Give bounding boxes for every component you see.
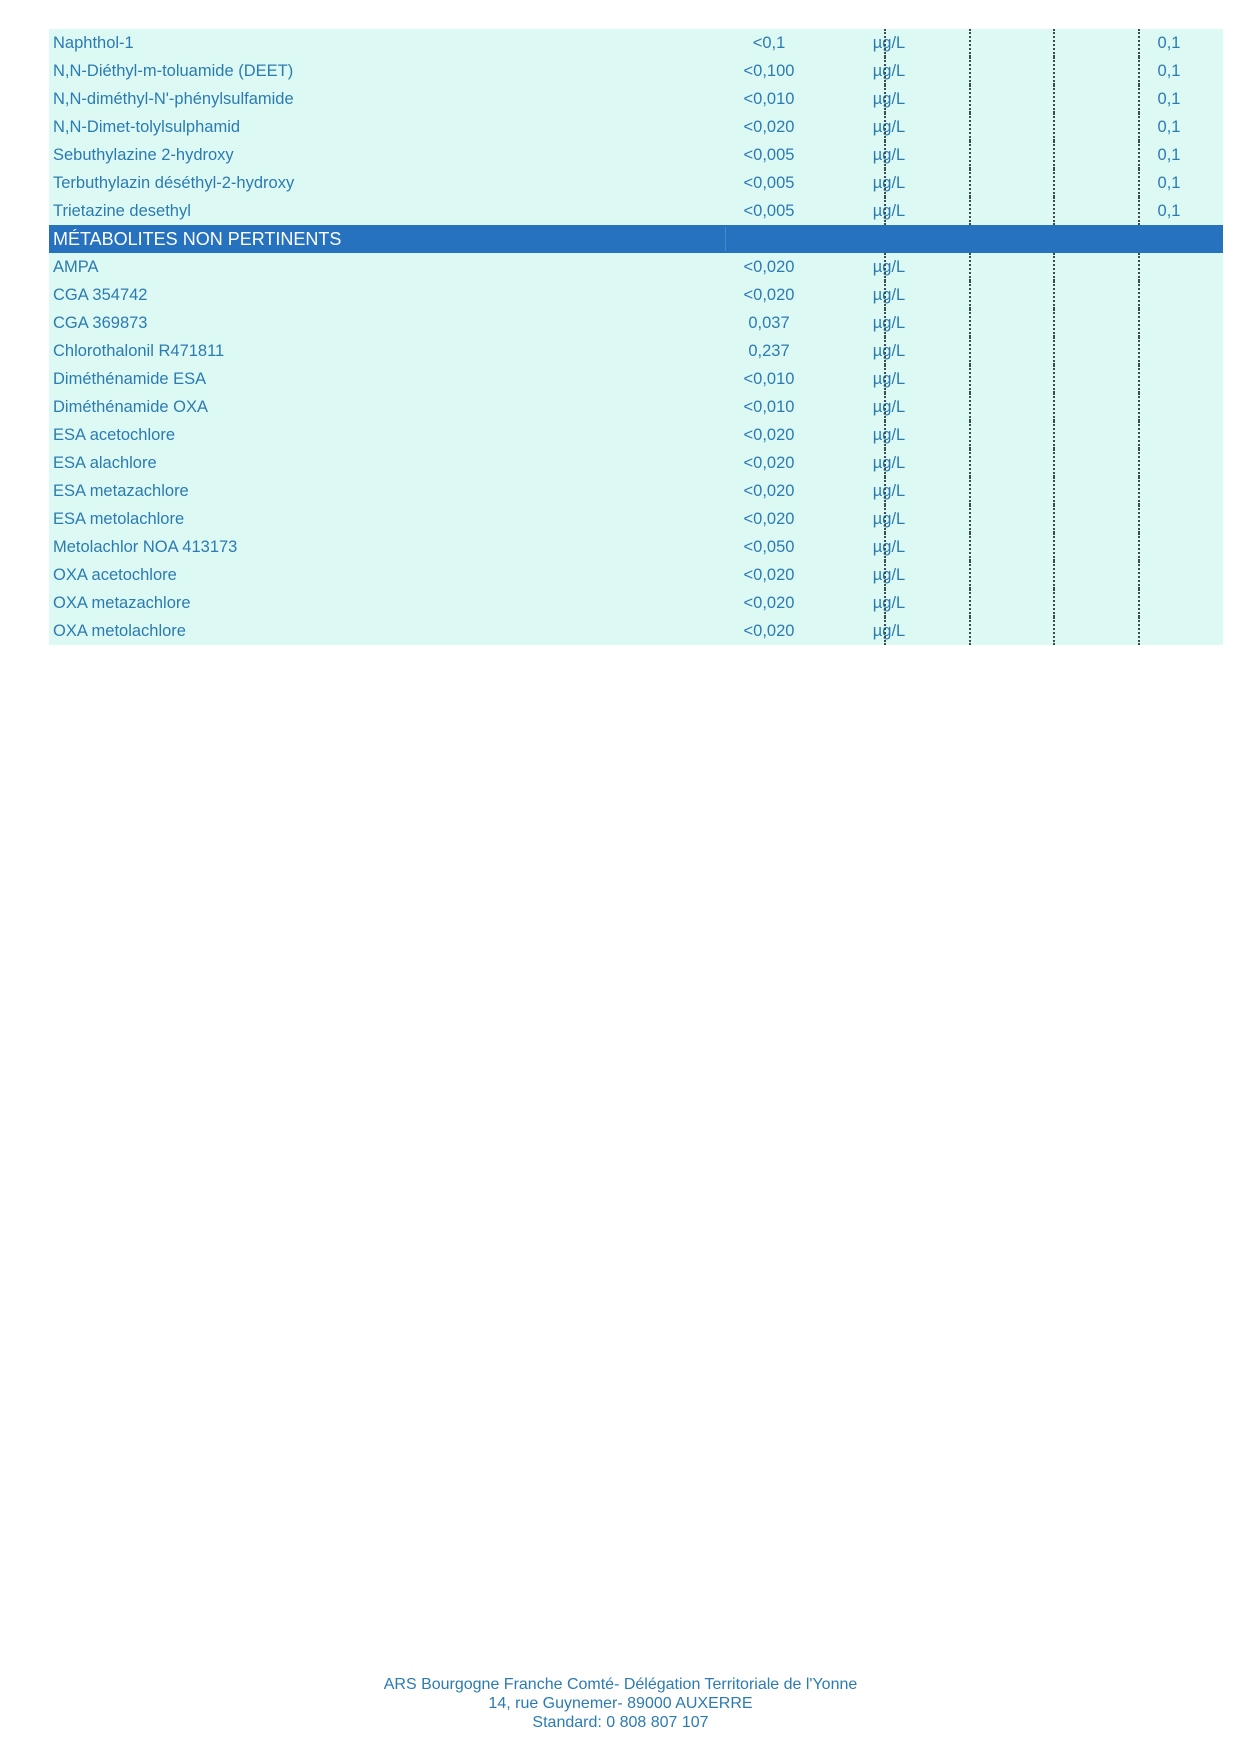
column-divider (1138, 505, 1140, 533)
table-row (49, 85, 1223, 113)
column-divider (1053, 533, 1055, 561)
column-divider (884, 421, 886, 449)
column-divider (1053, 617, 1055, 645)
table-row (49, 561, 1223, 589)
result-value: <0,010 (743, 370, 795, 388)
result-unit: µg/L (872, 314, 906, 332)
column-divider (969, 113, 971, 141)
column-divider (1053, 113, 1055, 141)
column-divider (1053, 169, 1055, 197)
result-unit: µg/L (872, 454, 906, 472)
column-divider (969, 589, 971, 617)
result-value: <0,020 (743, 594, 795, 612)
table-row (49, 617, 1223, 645)
parameter-name: Trietazine desethyl (53, 202, 191, 220)
column-divider (1138, 309, 1140, 337)
column-divider (969, 281, 971, 309)
table-row (49, 141, 1223, 169)
column-divider (969, 393, 971, 421)
column-divider (1053, 505, 1055, 533)
result-value: <0,1 (752, 34, 786, 52)
column-divider (969, 29, 971, 57)
column-divider (969, 449, 971, 477)
column-divider (884, 281, 886, 309)
result-unit: µg/L (872, 482, 906, 500)
quality-limit (1119, 561, 1219, 589)
table-row (49, 589, 1223, 617)
column-divider (969, 617, 971, 645)
column-divider (969, 337, 971, 365)
result-unit: µg/L (872, 594, 906, 612)
result-unit: µg/L (872, 118, 906, 136)
column-divider (1138, 561, 1140, 589)
pesticides-rows (49, 29, 1223, 225)
footer-phone: Standard: 0 808 807 107 (532, 1714, 709, 1731)
column-divider (969, 561, 971, 589)
quality-limit (1119, 365, 1219, 393)
section-divider (725, 227, 726, 251)
parameter-name: ESA metolachlore (53, 510, 185, 528)
column-divider (884, 337, 886, 365)
quality-limit (1119, 253, 1219, 281)
result-unit: µg/L (872, 34, 906, 52)
column-divider (1053, 365, 1055, 393)
quality-limit (1119, 533, 1219, 561)
quality-limit: 0,1 (1157, 146, 1181, 164)
parameter-name: OXA metolachlore (53, 622, 186, 640)
column-divider (1138, 617, 1140, 645)
column-divider (1053, 337, 1055, 365)
column-divider (1138, 29, 1140, 57)
parameter-name: AMPA (53, 258, 99, 276)
quality-limit (1119, 421, 1219, 449)
table-row (49, 393, 1223, 421)
column-divider (1138, 421, 1140, 449)
parameter-name: Diméthénamide ESA (53, 370, 207, 388)
result-unit: µg/L (872, 90, 906, 108)
parameter-name: Sebuthylazine 2-hydroxy (53, 146, 234, 164)
column-divider (1138, 57, 1140, 85)
column-divider (884, 561, 886, 589)
column-divider (969, 533, 971, 561)
column-divider (1053, 85, 1055, 113)
result-unit: µg/L (872, 622, 906, 640)
quality-limit (1119, 337, 1219, 365)
column-divider (884, 505, 886, 533)
column-divider (1053, 141, 1055, 169)
column-divider (884, 589, 886, 617)
column-divider (969, 197, 971, 225)
result-value: <0,005 (743, 146, 795, 164)
result-value: <0,005 (743, 174, 795, 192)
column-divider (1053, 561, 1055, 589)
column-divider (1053, 281, 1055, 309)
result-unit: µg/L (872, 258, 906, 276)
result-value: <0,020 (743, 426, 795, 444)
result-unit: µg/L (872, 370, 906, 388)
column-divider (969, 57, 971, 85)
section-title: MÉTABOLITES NON PERTINENTS (53, 229, 342, 249)
column-divider (969, 365, 971, 393)
parameter-name: ESA alachlore (53, 454, 157, 472)
quality-limit (1119, 393, 1219, 421)
column-divider (1138, 393, 1140, 421)
column-divider (1138, 477, 1140, 505)
column-divider (884, 477, 886, 505)
column-divider (884, 197, 886, 225)
result-unit: µg/L (872, 510, 906, 528)
result-value: <0,100 (743, 62, 795, 80)
quality-limit (1119, 589, 1219, 617)
result-unit: µg/L (872, 146, 906, 164)
column-divider (1138, 85, 1140, 113)
quality-limit: 0,1 (1157, 90, 1181, 108)
column-divider (969, 309, 971, 337)
table-row (49, 533, 1223, 561)
column-divider (1138, 449, 1140, 477)
quality-limit: 0,1 (1157, 62, 1181, 80)
table-row (49, 421, 1223, 449)
table-row (49, 113, 1223, 141)
column-divider (1053, 309, 1055, 337)
column-divider (969, 253, 971, 281)
column-divider (1053, 477, 1055, 505)
column-divider (884, 57, 886, 85)
parameter-name: ESA acetochlore (53, 426, 175, 444)
table-row (49, 505, 1223, 533)
table-row (49, 281, 1223, 309)
column-divider (1138, 169, 1140, 197)
column-divider (884, 309, 886, 337)
parameter-name: CGA 354742 (53, 286, 148, 304)
result-unit: µg/L (872, 202, 906, 220)
result-value: <0,020 (743, 510, 795, 528)
column-divider (1138, 281, 1140, 309)
column-divider (884, 141, 886, 169)
column-divider (1053, 197, 1055, 225)
parameter-name: OXA metazachlore (53, 594, 191, 612)
quality-limit (1119, 309, 1219, 337)
result-value: <0,020 (743, 258, 795, 276)
column-divider (884, 449, 886, 477)
column-divider (1053, 253, 1055, 281)
footer-address: 14, rue Guynemer- 89000 AUXERRE (488, 1695, 753, 1712)
quality-limit: 0,1 (1157, 202, 1181, 220)
result-unit: µg/L (872, 174, 906, 192)
result-unit: µg/L (872, 538, 906, 556)
column-divider (884, 29, 886, 57)
quality-limit (1119, 449, 1219, 477)
result-unit: µg/L (872, 398, 906, 416)
result-value: <0,020 (743, 566, 795, 584)
table-row (49, 337, 1223, 365)
column-divider (1053, 57, 1055, 85)
parameter-name: N,N-diméthyl-N'-phénylsulfamide (53, 90, 294, 108)
column-divider (969, 421, 971, 449)
quality-limit (1119, 281, 1219, 309)
column-divider (884, 169, 886, 197)
column-divider (1053, 449, 1055, 477)
result-value: <0,020 (743, 622, 795, 640)
parameter-name: Terbuthylazin déséthyl-2-hydroxy (53, 174, 295, 192)
result-value: <0,020 (743, 286, 795, 304)
column-divider (884, 365, 886, 393)
table-row (49, 477, 1223, 505)
column-divider (969, 85, 971, 113)
table-row (49, 449, 1223, 477)
column-divider (1053, 29, 1055, 57)
column-divider (1138, 337, 1140, 365)
column-divider (1053, 393, 1055, 421)
quality-limit (1119, 617, 1219, 645)
quality-limit: 0,1 (1157, 174, 1181, 192)
column-divider (969, 505, 971, 533)
column-divider (884, 113, 886, 141)
result-value: <0,020 (743, 118, 795, 136)
table-row (49, 29, 1223, 57)
parameter-name: N,N-Dimet-tolylsulphamid (53, 118, 241, 136)
column-divider (969, 169, 971, 197)
table-row (49, 253, 1223, 281)
column-divider (884, 533, 886, 561)
table-row (49, 365, 1223, 393)
parameter-name: Diméthénamide OXA (53, 398, 208, 416)
parameter-name: Metolachlor NOA 413173 (53, 538, 238, 556)
quality-limit: 0,1 (1157, 34, 1181, 52)
result-value: <0,050 (743, 538, 795, 556)
parameter-name: Naphthol-1 (53, 34, 134, 52)
column-divider (1138, 365, 1140, 393)
quality-limit: 0,1 (1157, 118, 1181, 136)
table-row (49, 57, 1223, 85)
table-row (49, 169, 1223, 197)
footer (0, 1675, 1241, 1732)
result-unit: µg/L (872, 426, 906, 444)
result-unit: µg/L (872, 342, 906, 360)
result-value: <0,010 (743, 398, 795, 416)
quality-limit (1119, 477, 1219, 505)
result-value: 0,037 (748, 314, 790, 332)
column-divider (1053, 589, 1055, 617)
column-divider (969, 477, 971, 505)
column-divider (1138, 253, 1140, 281)
column-divider (884, 617, 886, 645)
footer-organization: ARS Bourgogne Franche Comté- Délégation Territoriale de l'Yonne (383, 1676, 858, 1693)
result-unit: µg/L (872, 286, 906, 304)
metabolites-rows (49, 253, 1223, 645)
result-value: 0,237 (748, 342, 790, 360)
result-value: <0,020 (743, 454, 795, 472)
column-divider (1138, 589, 1140, 617)
result-value: <0,005 (743, 202, 795, 220)
column-divider (1138, 141, 1140, 169)
table-row (49, 197, 1223, 225)
results-table (49, 29, 1223, 645)
column-divider (1138, 197, 1140, 225)
result-unit: µg/L (872, 566, 906, 584)
column-divider (1053, 421, 1055, 449)
parameter-name: N,N-Diéthyl-m-toluamide (DEET) (53, 62, 294, 80)
column-divider (884, 393, 886, 421)
table-row (49, 309, 1223, 337)
column-divider (1138, 533, 1140, 561)
parameter-name: Chlorothalonil R471811 (53, 342, 225, 360)
parameter-name: OXA acetochlore (53, 566, 177, 584)
result-value: <0,020 (743, 482, 795, 500)
result-value: <0,010 (743, 90, 795, 108)
column-divider (884, 253, 886, 281)
section-header-non-pertinent-metabolites (49, 225, 1223, 253)
parameter-name: CGA 369873 (53, 314, 148, 332)
parameter-name: ESA metazachlore (53, 482, 189, 500)
quality-limit (1119, 505, 1219, 533)
result-unit: µg/L (872, 62, 906, 80)
column-divider (884, 85, 886, 113)
column-divider (969, 141, 971, 169)
column-divider (1138, 113, 1140, 141)
